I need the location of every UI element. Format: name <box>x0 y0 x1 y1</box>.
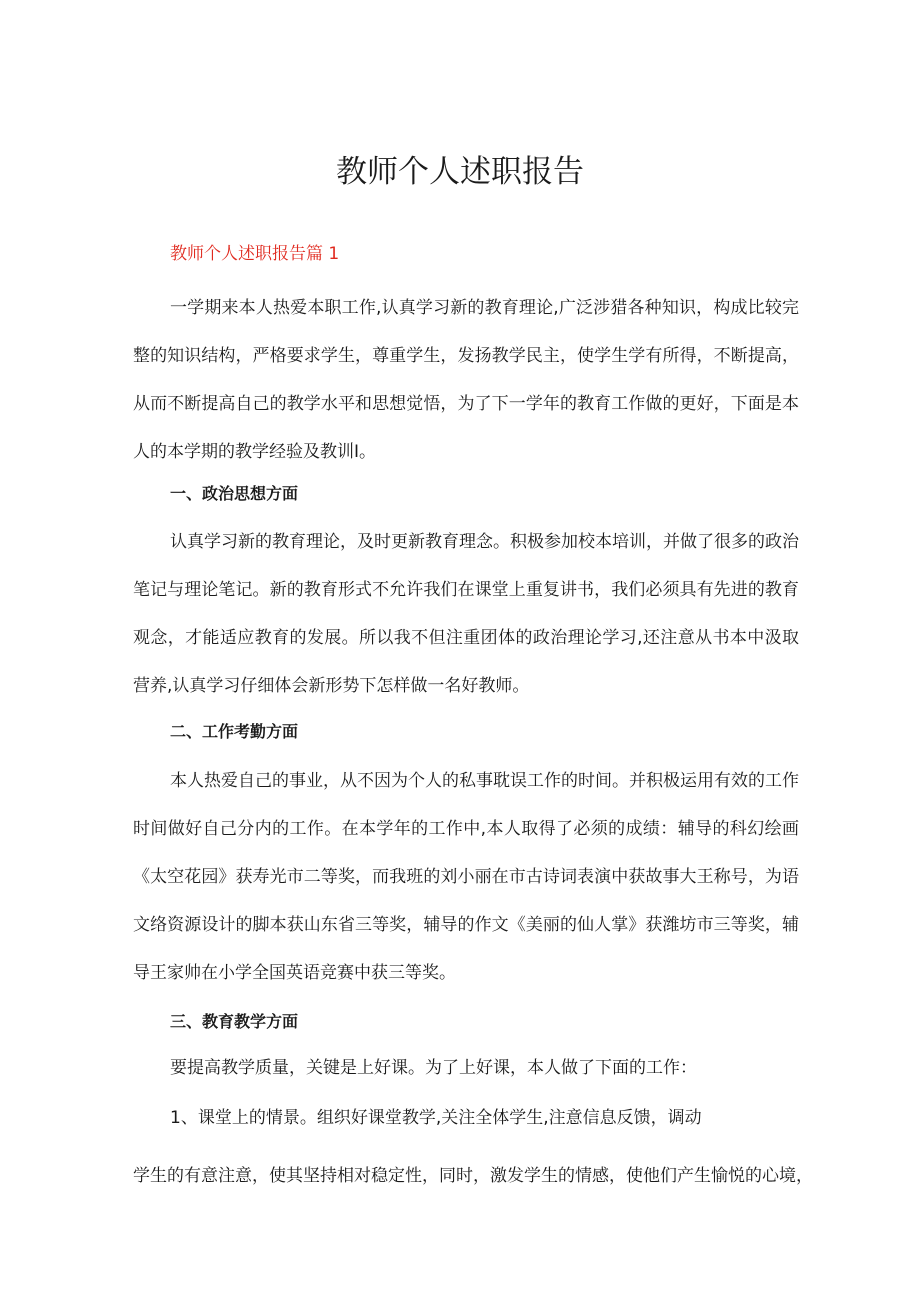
teaching-item-1-line-1: 1、课堂上的情景。组织好课堂教学,关注全体学生,注意信息反馈，调动 <box>170 1108 702 1128</box>
section-intro-teaching: 要提高教学质量，关键是上好课。为了上好课，本人做了下面的工作： <box>170 1058 697 1078</box>
document-title: 教师个人述职报告 <box>336 154 584 190</box>
intro-paragraph: 一学期来本人热爱本职工作,认真学习新的教育理论,广泛涉猎各种知识，构成比较完整的知识结构，严格要求学生，尊重学生，发扬教学民主，使学生学有所得，不断提高，从而不断提高自己的教学水平和思想觉悟，为了下一学年的教育工作做的更好，下面是本人的本学期的教学经验及教训I。 <box>133 298 799 462</box>
section-body-attendance: 本人热爱自己的事业，从不因为个人的私事耽误工作的时间。并积极运用有效的工作时间做好自己分内的工作。在本学年的工作中,本人取得了必须的成绩：辅导的科幻绘画《太空花园》获寿光市二等奖，而我班的刘小丽在市古诗词表演中获故事大王称号，为语文络资源设计的脚本获山东省三等奖，辅导的作文《美丽的仙人掌》获潍坊市三等奖，辅导王家帅在小学全国英语竞赛中获三等奖。 <box>133 771 799 983</box>
teaching-item-1-line-2: 学生的有意注意，使其坚持相对稳定性，同时，激发学生的情感，使他们产生愉悦的心境， <box>133 1166 813 1186</box>
section-heading-politics: 一、政治思想方面 <box>170 484 299 503</box>
document-subtitle: 教师个人述职报告篇 1 <box>170 244 340 264</box>
section-body-politics: 认真学习新的教育理论，及时更新教育理念。积极参加校本培训，并做了很多的政治笔记与理论笔记。新的教育形式不允许我们在课堂上重复讲书，我们必须具有先进的教育观念，才能适应教育的发展。所以我不但注重团体的政治理论学习,还注意从书本中汲取营养,认真学习仔细体会新形势下怎样做一名好教师。 <box>133 532 799 696</box>
section-heading-teaching: 三、教育教学方面 <box>170 1012 299 1031</box>
section-heading-attendance: 二、工作考勤方面 <box>170 722 299 741</box>
